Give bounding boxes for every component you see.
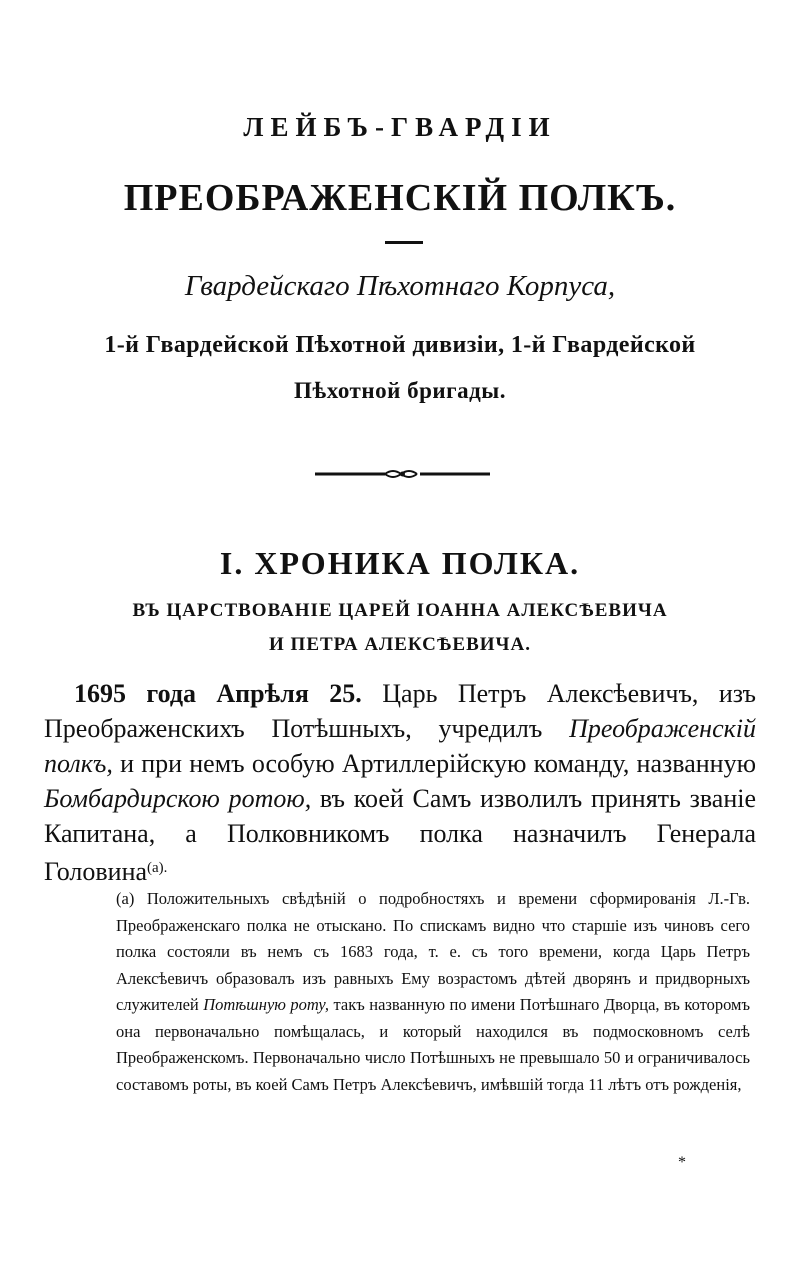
section-subtitle-2: И ПЕТРА АЛЕКСѢЕВИЧА. — [269, 634, 531, 655]
corps-line: Гвардейскаго Пѣхотнаго Корпуса, — [184, 270, 616, 302]
main-text-1: Царь Петръ Алексѣевичъ, изъ Преображенскихъ Потѣшныхъ, учредилъ — [44, 679, 757, 743]
brigade-line: Пѣхотной бригады. — [294, 378, 506, 403]
header-line-1: ЛЕЙБЪ-ГВАРДІИ — [243, 112, 557, 142]
section-subtitle-1: ВЪ ЦАРСТВОВАНІЕ ЦАРЕЙ ІОАННА АЛЕКСѢЕВИЧА — [132, 600, 668, 621]
division-line: 1-й Гвардейской Пѣхотной дивизіи, 1-й Гвардейской — [104, 332, 696, 358]
regiment-title: ПРЕОБРАЖЕНСКІЙ ПОЛКЪ. — [123, 177, 677, 219]
footnote-text-2: такъ названную по имени Потѣшнаго Дворца, въ которомъ она первоначально помѣщалась, и который находился въ подмосковномъ селѣ Преображенскомъ. Первоначально число Потѣшныхъ не превышало 50 и ограничивалось составомъ роты, въ коей Самъ Петръ Алексѣевичъ, имѣвшій тогда 11 лѣтъ отъ рожденія, — [116, 995, 750, 1094]
footnote-italic: Потѣшную роту, — [203, 995, 330, 1014]
entry-date: 1695 года Апрѣля 25. — [74, 679, 362, 708]
footnote-ref: (а). — [147, 860, 168, 876]
main-text-2: и при немъ особую Артиллерійскую команду, названную — [120, 749, 756, 778]
main-paragraph — [44, 676, 756, 889]
main-text-3: въ коей Самъ изволилъ принять званіе Капитана, а Полковникомъ полка назначилъ Генерала Головина — [44, 784, 757, 886]
main-italic-1: Преображенскій полкъ, — [44, 714, 757, 778]
ornament-divider — [315, 467, 490, 481]
short-divider — [385, 241, 423, 244]
main-italic-2: Бомбардирскою ротою, — [44, 784, 312, 813]
footnote-text-1: (а) Положительныхъ свѣдѣній о подробностяхъ и времени сформированія Л.-Гв. Преображенскаго полка не отыскано. По спискамъ видно что старшіе изъ чиновъ сего полка состояли въ немъ съ 1683 года, т. е. съ того времени, когда Царь Петръ Алексѣевичъ образовалъ изъ равныхъ Ему возрастомъ дѣтей дворянъ и придворныхъ служителей — [116, 889, 750, 1014]
footnote — [116, 886, 750, 1098]
section-title: I. ХРОНИКА ПОЛКА. — [219, 545, 581, 581]
signature-mark: * — [678, 1154, 686, 1171]
